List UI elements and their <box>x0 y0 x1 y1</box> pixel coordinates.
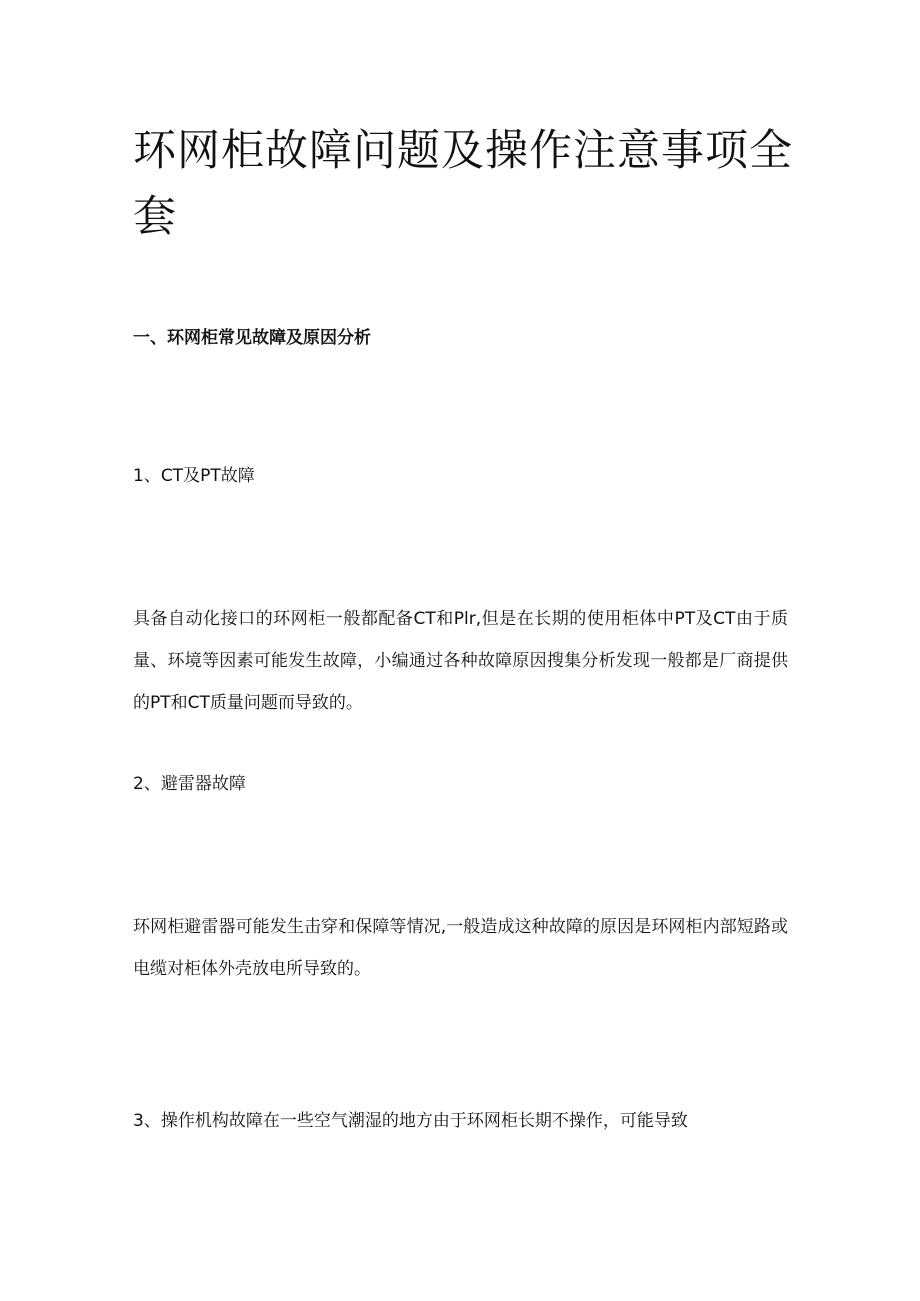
item-heading-2: 2、避雷器故障 <box>133 774 246 794</box>
section-heading-1: 一、环网柜常见故障及原因分析 <box>133 328 371 348</box>
item-body-2: 环网柜避雷器可能发生击穿和保障等情况,一般造成这种故障的原因是环网柜内部短路或电缆对柜体外壳放电所导致的。 <box>133 917 788 979</box>
item-heading-1: 1、CT及PT故障 <box>133 466 255 486</box>
document-title: 环网柜故障问题及操作注意事项全套 <box>133 126 793 242</box>
item-body-1: 具备自动化接口的环网柜一般都配备CT和Plr,但是在长期的使用柜体中PT及CT由于质量、环境等因素可能发生故障，小编通过各种故障原因搜集分析发现一般都是厂商提供的PT和CT质量问题而导致的。 <box>133 609 788 713</box>
item-heading-3: 3、操作机构故障在一些空气潮湿的地方由于环网柜长期不操作，可能导致 <box>133 1111 688 1131</box>
